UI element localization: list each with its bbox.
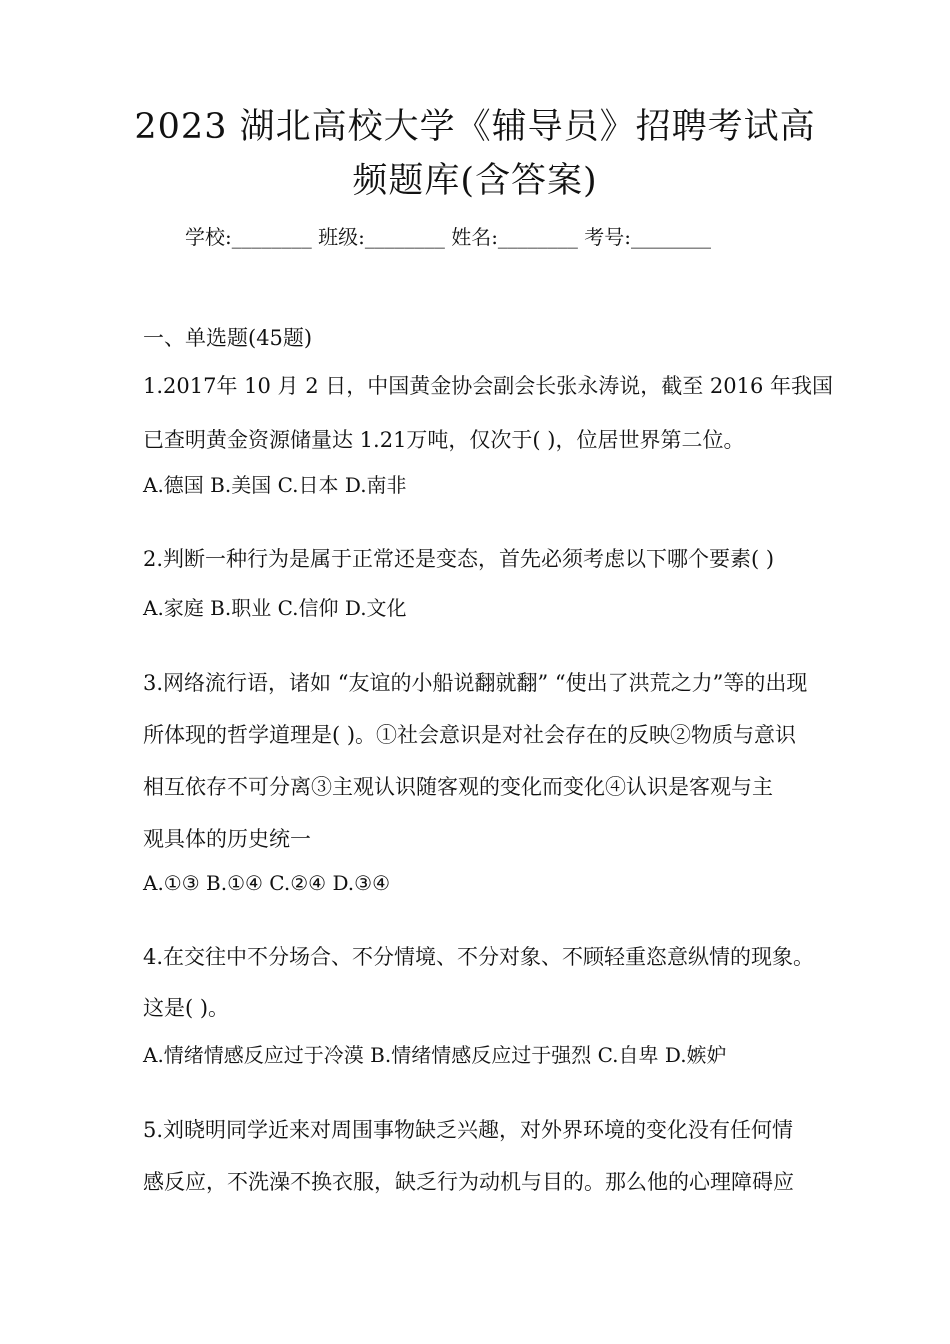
question-4-line-2: 这是( )。 xyxy=(143,996,230,1020)
question-3-line-3: 相互依存不可分离③主观认识随客观的变化而变化④认识是客观与主 xyxy=(143,775,773,799)
question-4-options: A.情绪情感反应过于冷漠 B.情绪情感反应过于强烈 C.自卑 D.嫉妒 xyxy=(143,1043,727,1067)
question-1-line-2: 已查明黄金资源储量达 1.21万吨，仅次于( )，位居世界第二位。 xyxy=(143,428,745,452)
question-3-line-4: 观具体的历史统一 xyxy=(143,827,311,851)
section-heading: 一、单选题(45题) xyxy=(143,326,313,350)
question-2-options: A.家庭 B.职业 C.信仰 D.文化 xyxy=(143,596,407,620)
question-2-line-1: 2.判断一种行为是属于正常还是变态，首先必须考虑以下哪个要素( ) xyxy=(143,547,775,571)
student-info-line: 学校:________ 班级:________ 姓名:________ 考号:________ xyxy=(185,225,712,249)
question-3-options: A.①③ B.①④ C.②④ D.③④ xyxy=(143,871,390,895)
question-1-options: A.德国 B.美国 C.日本 D.南非 xyxy=(143,473,407,497)
question-5-line-2: 感反应，不洗澡不换衣服，缺乏行为动机与目的。那么他的心理障碍应 xyxy=(143,1170,794,1194)
question-3-line-2: 所体现的哲学道理是( )。①社会意识是对社会存在的反映②物质与意识 xyxy=(143,723,797,747)
question-3-line-1: 3.网络流行语，诸如 “友谊的小船说翻就翻” “使出了洪荒之力”等的出现 xyxy=(143,671,808,695)
question-1-line-1: 1.2017年 10 月 2 日，中国黄金协会副会长张永涛说，截至 2016 年我国 xyxy=(143,374,834,398)
question-4-line-1: 4.在交往中不分场合、不分情境、不分对象、不顾轻重恣意纵情的现象。 xyxy=(143,945,815,969)
document-title-line-2: 频题库(含答案) xyxy=(352,161,598,201)
question-5-line-1: 5.刘晓明同学近来对周围事物缺乏兴趣，对外界环境的变化没有任何情 xyxy=(143,1118,794,1142)
document-title-line-1: 2023 湖北高校大学《辅导员》招聘考试高 xyxy=(134,107,816,147)
